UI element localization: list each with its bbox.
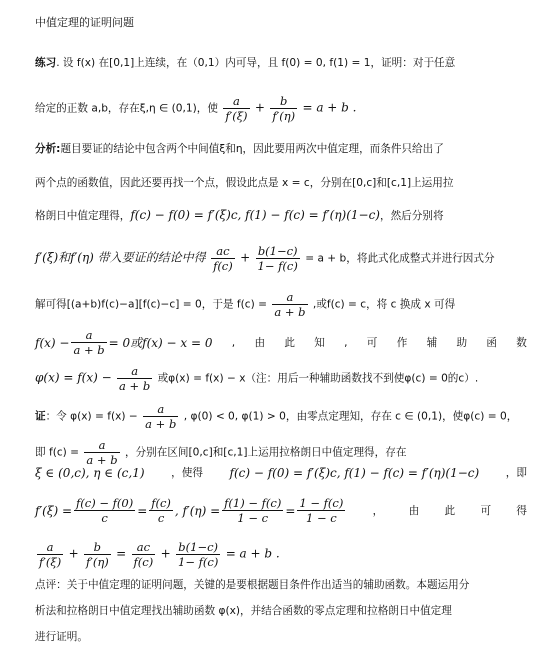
char: 作 — [396, 336, 408, 349]
fraction-numerator: a — [46, 540, 54, 554]
fraction — [74, 496, 135, 525]
fraction-numerator: a — [157, 402, 165, 416]
analysis-text-6b: = 0或f(x) − x = 0 — [108, 335, 213, 350]
fraction-numerator: f(1) − f(c) — [224, 496, 282, 510]
fraction-denominator: 1 − c — [222, 510, 283, 525]
proof-text-3b: ，使得 — [171, 467, 203, 479]
comment-line-1: 点评：关于中值定理的证明问题，关键的是要根据题目条件作出适当的辅助函数。本题运用分 — [35, 579, 470, 591]
fraction-denominator: f′(ξ) — [225, 109, 248, 123]
analysis-text-3a: 格朗日中值定理得， — [35, 210, 131, 222]
char: 此 — [444, 504, 456, 517]
analysis-text-1: 题目要证的结论中包含两个中间值ξ和η，因此要用两次中值定理，而条件只给出了 — [60, 143, 444, 155]
analysis-label: 分析: — [35, 143, 61, 155]
fraction-numerator: b — [93, 540, 102, 554]
fraction-denominator: a + b — [119, 379, 151, 393]
punct: ， — [372, 504, 384, 517]
operator: = — [285, 503, 296, 518]
analysis-line-4 — [35, 244, 527, 273]
fraction-numerator: a — [131, 364, 139, 378]
analysis-text-7b: 或φ(x) = f(x) − x（注：用后一种辅助函数找不到使φ(c) = 0的c）. — [157, 372, 479, 385]
fraction — [84, 540, 111, 569]
char: 得 — [516, 504, 527, 517]
char: 辅 — [426, 336, 438, 349]
fraction — [222, 496, 283, 525]
fraction-numerator: f(c) − f(0) — [76, 496, 134, 510]
char: 函 — [486, 336, 497, 349]
operator: = — [116, 546, 127, 561]
exercise-text-2a: 给定的正数 a,b，存在ξ,η ∈ (0,1)，使 — [35, 102, 218, 115]
char: 可 — [366, 336, 378, 349]
fraction-denominator: a + b — [73, 343, 105, 357]
fraction — [211, 244, 235, 273]
char: 由 — [408, 504, 420, 517]
analysis-text-5a: 解可得[(a+b)f(c)−a][f(c)−c] = 0，于是 f(c) = — [35, 298, 267, 311]
proof-text-3a: ξ ∈ (0,c), η ∈ (c,1) — [35, 466, 145, 480]
document-title: 中值定理的证明问题 — [35, 16, 134, 29]
char: 此 — [284, 336, 295, 349]
fraction-numerator: ac — [136, 540, 151, 554]
analysis-text-4a: f′(ξ)和f′(η) 带入要证的结论中得 — [35, 250, 206, 265]
fraction-numerator: ac — [216, 244, 230, 258]
proof-formula-3: f(c) − f(0) = f′(ξ)c, f(1) − f(c) = f′(η)(1−c) — [229, 466, 480, 480]
fraction-denominator: 1− f(c) — [178, 555, 219, 569]
fraction — [143, 402, 178, 431]
char: 由 — [254, 336, 266, 349]
char: 数 — [516, 336, 527, 349]
fraction — [297, 496, 345, 525]
fraction — [84, 438, 119, 467]
proof-line-3 — [35, 466, 527, 480]
proof-text-1a: ：令 φ(x) = f(x) − — [45, 410, 138, 423]
fraction-numerator: a — [233, 94, 240, 108]
analysis-line-3 — [35, 208, 527, 223]
equation-end: = a + b . — [302, 100, 357, 115]
fraction-numerator: a — [85, 328, 93, 342]
proof-text-4b: , f′(η) = — [174, 503, 221, 518]
fraction — [176, 540, 220, 569]
analysis-text-7a: φ(x) = f(x) − — [35, 370, 112, 385]
char: 可 — [480, 504, 492, 517]
proof-label: 证 — [35, 410, 46, 423]
fraction-denominator: f′(η) — [272, 109, 296, 123]
analysis-text-6a: f(x) − — [35, 335, 70, 350]
comment-line-2: 析法和拉格朗日中值定理找出辅助函数 φ(x)，并结合函数的零点定理和拉格朗日中值定理 — [35, 605, 452, 617]
operator: + — [68, 546, 79, 561]
proof-line-4 — [35, 496, 527, 525]
punct: , — [344, 336, 348, 349]
fraction-numerator: b(1−c) — [178, 540, 219, 554]
fraction-numerator: b(1−c) — [257, 244, 298, 258]
fraction-numerator: b — [280, 94, 288, 108]
comment-line-3: 进行证明。 — [35, 631, 88, 643]
fraction — [71, 328, 106, 357]
fraction — [117, 364, 152, 393]
fraction-numerator: a — [286, 290, 294, 304]
punct: , — [231, 336, 236, 349]
analysis-line-6 — [35, 328, 527, 357]
exercise-label: 练习 — [35, 57, 57, 69]
analysis-line-2: 两个点的函数值，因此还要再找一个点，假设此点是 x = c，分别在[0,c]和[c,1]上运用拉 — [35, 177, 454, 189]
fraction — [37, 540, 63, 569]
exercise-text-1: . 设 f(x) 在[0,1]上连续，在（0,1）内可导，且 f(0) = 0, f(1) = 1，证明：对于任意 — [56, 57, 456, 69]
operator: + — [160, 546, 171, 561]
proof-line-5 — [35, 540, 527, 569]
fraction-denominator: a + b — [145, 417, 177, 431]
fraction-denominator: c — [149, 510, 173, 525]
char: 助 — [456, 336, 468, 349]
fraction — [132, 540, 156, 569]
proof-text-2a: 即 f(c) = — [35, 446, 80, 459]
analysis-text-4b: = a + b，将此式化成整式并进行因式分 — [305, 252, 495, 265]
proof-text-3d: ，即 — [505, 467, 527, 479]
fraction — [256, 244, 300, 273]
operator: = — [137, 503, 148, 518]
proof-line-1 — [35, 402, 527, 431]
operator: + — [254, 100, 265, 115]
fraction-numerator: 1 − f(c) — [299, 496, 344, 510]
fraction-denominator: c — [74, 510, 135, 525]
fraction-denominator: 1 − c — [297, 510, 345, 525]
fraction-denominator: f(c) — [213, 259, 233, 273]
analysis-formula-3: f(c) − f(0) = f′(ξ)c, f(1) − f(c) = f′(η)(1−c) — [130, 208, 380, 222]
fraction-numerator: f(c) — [151, 496, 171, 510]
proof-text-4a: f′(ξ) = — [35, 503, 73, 518]
fraction — [270, 94, 297, 123]
fraction-numerator: a — [98, 438, 106, 452]
fraction-denominator: f(c) — [133, 555, 154, 569]
fraction-denominator: f′(η) — [86, 555, 109, 569]
operator: + — [240, 250, 251, 265]
analysis-line-5 — [35, 290, 527, 319]
proof-line-2 — [35, 438, 527, 467]
fraction — [272, 290, 307, 319]
fraction — [223, 94, 249, 123]
proof-text-1b: , φ(0) < 0, φ(1) > 0，由零点定理知，存在 c ∈ (0,1)，使φ(c) = 0， — [183, 410, 518, 423]
analysis-text-3c: ，然后分别将 — [380, 210, 444, 222]
char: 知 — [314, 336, 325, 349]
fraction-denominator: a + b — [86, 453, 118, 467]
analysis-line-7 — [35, 364, 527, 393]
analysis-line-1 — [35, 142, 527, 156]
analysis-text-5b: ,或f(c) = c，将 c 换成 x 可得 — [312, 298, 456, 311]
equation-end: = a + b . — [225, 546, 280, 561]
fraction-denominator: 1− f(c) — [257, 259, 298, 273]
proof-text-2b: ，分别在区间[0,c]和[c,1]上运用拉格朗日中值定理得，存在 — [124, 446, 407, 459]
fraction-denominator: a + b — [274, 305, 306, 319]
fraction — [149, 496, 173, 525]
exercise-line-2 — [35, 94, 527, 123]
exercise-line-1 — [35, 56, 527, 70]
fraction-denominator: f′(ξ) — [39, 555, 62, 569]
